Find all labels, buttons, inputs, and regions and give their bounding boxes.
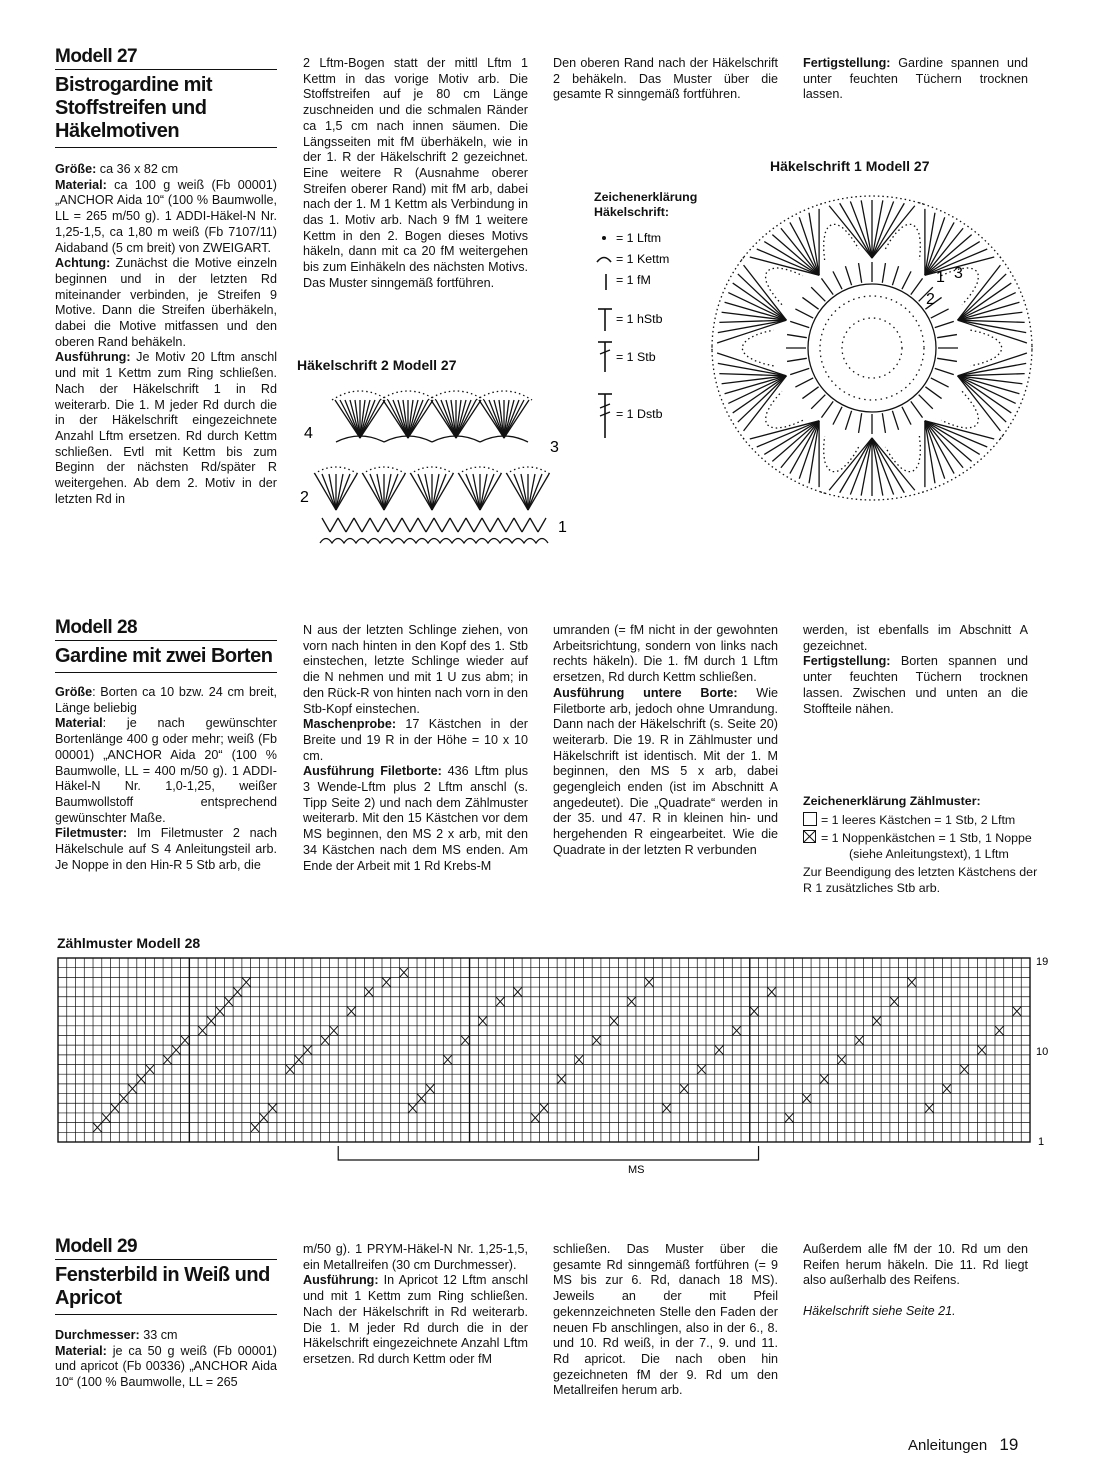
para-label: Durchmesser: xyxy=(55,1328,140,1342)
grid-ms-label: MS xyxy=(628,1164,645,1176)
motif-label-3: 3 xyxy=(954,265,963,282)
para-label: Größe: xyxy=(55,162,97,176)
m29-col4 xyxy=(803,1242,1028,1320)
para-text: In Apricot 12 Lftm anschl und mit 1 Kettm zum Ring schließen. Nach der Häkelschrift in Rd weiterarb. Die 1. M jeder Rd durch die in der Häkelschrift eingezeichnete Anzahl Lftm ersetzen. Rd durch Kettm oder fM xyxy=(303,1273,528,1366)
legend-dstb: = 1 Dstb xyxy=(616,407,663,421)
legend-lftm: = 1 Lftm xyxy=(616,231,662,245)
motif-label-1: 1 xyxy=(936,269,945,286)
stb-symbol xyxy=(598,342,612,372)
para-label: Ausführung Filetborte: xyxy=(303,764,442,779)
m28c1-para xyxy=(55,685,277,716)
m28c4-para xyxy=(803,654,1028,717)
para-label: Ausführung: xyxy=(55,350,131,365)
para-label: Material: xyxy=(55,1343,107,1358)
zm-legend-note: Zur Beendigung des letzten Kästchens der R 1 zusätzliches Stb arb. xyxy=(803,865,1038,895)
m29-col2 xyxy=(303,1242,528,1368)
m27-col4 xyxy=(803,56,1028,103)
para-text: 436 Lftm plus 3 Wende-Lftm plus 2 Lftm anschl (s. Tipp Seite 2) und nach dem Zählmuster weiterarb. Mit den 15 Kästchen vor dem MS beginnen, den MS 2 x arb, mit den 34 Kästchen nach dem MS enden. Am Ende der Arbeit mit 1 Rd Krebs-M xyxy=(303,764,529,873)
para-text: : je nach gewünschter Bortenlänge 400 g oder mehr; weiß (Fb 00001) „ANCHOR Aida 20“ (100 % Baumwolle, LL = 400 m/50 g). 1 ADDI-Häkel-N Nr. 1,0-1,25, weißer Baumwollstoff entsprechend gewünschter Maße. xyxy=(55,716,277,825)
m29c2-para xyxy=(303,1273,528,1367)
edging-label-2: 2 xyxy=(300,489,309,506)
para-text: ca 36 x 82 cm xyxy=(96,162,179,176)
m27-col4-label: Fertigstellung: xyxy=(803,56,891,70)
para-text: 17 Kästchen in der Breite und 19 R in der Höhe = 10 x 10 cm. xyxy=(303,717,528,763)
hstb-symbol xyxy=(598,309,612,331)
m29-col1 xyxy=(55,1328,277,1391)
para-text: ca 100 g weiß (Fb 00001) „ANCHOR Aida 10“ (100 % Baumwolle, LL = 265 m/50 g). 1 ADDI-Häkel-N Nr. 1,25-1,5, ca 1,80 m weiß (Fb 7107/11) Aidaband (5 cm breit) von ZWEIGART. xyxy=(55,177,277,255)
para-text: Borten spannen und unter feuchten Tüchern trocknen lassen. Zwischen und unten an die Stoffteile nähen. xyxy=(803,654,1028,716)
m29-heading xyxy=(55,1236,277,1315)
m27-col1 xyxy=(55,162,277,507)
m29-col4-ref: Häkelschrift siehe Seite 21. xyxy=(803,1304,956,1319)
m28c4-para xyxy=(803,623,1028,654)
m29-col4-text: Außerdem alle fM der 10. Rd um den Reifen herum häkeln. Die 11. Rd liegt also außerhalb des Reifens. xyxy=(803,1242,1028,1288)
m27-col3: Den oberen Rand nach der Häkelschrift 2 behäkeln. Das Muster über die gesamte R sinngemäß fortführen. xyxy=(553,56,778,102)
zaehlmuster-grid xyxy=(50,950,1060,1180)
m27-heading xyxy=(55,46,277,148)
m28c2-para xyxy=(303,623,528,717)
zm-legend-2b: (siehe Anleitungstext), 1 Lftm xyxy=(849,847,1009,861)
para-label: Ausführung: xyxy=(303,1273,379,1288)
grid-title: Zählmuster Modell 28 xyxy=(57,935,201,951)
m28c2-para xyxy=(303,764,528,874)
m27c1-para xyxy=(55,256,277,350)
m27-number: Modell 27 xyxy=(55,46,277,70)
zm-legend-1: = 1 leeres Kästchen = 1 Stb, 2 Lftm xyxy=(821,813,1016,827)
para-label: Filetmuster: xyxy=(55,826,128,841)
dstb-symbol xyxy=(598,394,612,438)
edging-label-3: 3 xyxy=(550,439,559,456)
footer-label: Anleitungen xyxy=(908,1437,988,1454)
edging-label-1: 1 xyxy=(558,519,567,536)
hs-legend-title: Zeichenerklärung Häkelschrift: xyxy=(594,190,698,219)
edging-label-4: 4 xyxy=(304,425,313,442)
lftm-symbol xyxy=(602,236,606,240)
m28-number: Modell 28 xyxy=(55,617,277,641)
footer xyxy=(908,1435,1018,1455)
edging-drawing xyxy=(314,391,550,543)
m27-col4-text: Gardine spannen und unter feuchten Tüchern trocknen lassen. xyxy=(803,56,1028,102)
legend-kettm: = 1 Kettm xyxy=(616,252,670,266)
m28c1-para xyxy=(55,826,277,873)
m27-col2: 2 Lftm-Bogen statt der mittl Lftm 1 Kettm in das vorige Motiv arb. Die Stoffstreifen auf je 80 cm Länge zuschneiden und die schmalen Ränder ca 1,5 cm nach innen säumen. Die Längsseiten mit fM überhäkeln, wie in der 1. R der Häkelschrift 2 gezeichnet. Eine weitere R (Ausnahme oberer Streifen oberer Rand) mit fM arb, dabei nach der 1. M 1 Kettm als Verbindung in das 1. Motiv arb. Nach 9 fM 1 weitere Kettm in den 2. Bogen dieses Motivs häkeln, dann mit ca 20 fM weitergehen bis zum Einhäkeln des nächsten Motivs. Das Muster sinngemäß fortführen. xyxy=(303,56,528,290)
para-text: : Borten ca 10 bzw. 24 cm breit, Länge beliebig xyxy=(55,685,277,715)
para-text: Im Filetmuster 2 nach Häkelschule auf S 4 Anleitungsteil arb. Je Noppe in den Hin-R 5 Stb arb, die xyxy=(55,826,277,872)
hs-legend-symbols xyxy=(592,226,702,441)
m28-title: Gardine mit zwei Borten xyxy=(55,641,277,673)
legend-hstb: = 1 hStb xyxy=(616,312,663,326)
zm-legend xyxy=(803,793,1043,896)
para-label: Material xyxy=(55,716,103,731)
zm-legend-title: Zeichenerklärung Zählmuster: xyxy=(803,794,981,808)
kettm-symbol xyxy=(597,258,611,263)
motif-label-2: 2 xyxy=(926,291,935,308)
grid-row-19: 19 xyxy=(1036,956,1049,968)
para-label: Achtung: xyxy=(55,256,111,271)
m28-heading xyxy=(55,617,277,673)
m28c2-para xyxy=(303,717,528,764)
chart2-title: Häkelschrift 2 Modell 27 xyxy=(297,357,457,373)
motif-drawing xyxy=(712,196,1032,500)
m28-col3 xyxy=(553,623,778,859)
grid-row-10: 10 xyxy=(1036,1046,1049,1058)
chart1-title: Häkelschrift 1 Modell 27 xyxy=(770,158,930,174)
para-text: Zunächst die Motive einzeln beginnen und in der letzten Rd miteinander verbinden, je Streifen 9 Motive. Dann die Streifen überhäkeln, dabei die Motive mitfassen und den oberen Rand behäkeln. xyxy=(55,256,277,349)
para-label: Größe xyxy=(55,685,93,699)
para-text: 33 cm xyxy=(139,1328,178,1342)
para-text: werden, ist ebenfalls im Abschnitt A gezeichnet. xyxy=(803,623,1028,653)
para-text: Je Motiv 20 Lftm anschl und mit 1 Kettm zum Ring schließen. Nach der Häkelschrift 1 in Rd weiterarb. Die 1. M jeder Rd durch die in der Häkelschrift eingezeichnete Anzahl Lftm ersetzen. Rd durch Kettm schließen. Evtl mit Kettm bis zum Beginn der nächsten Rd/später R weitergehen. Ab dem 2. Motiv in der letzten Rd in xyxy=(55,350,277,506)
m27c1-para xyxy=(55,162,277,178)
haekelschrift-1 xyxy=(700,180,1050,520)
haekelschrift-2 xyxy=(296,378,576,550)
page-number: 19 xyxy=(999,1435,1019,1454)
m29-title: Fensterbild in Weiß und Apricot xyxy=(55,1260,277,1315)
para-label: Maschenprobe: xyxy=(303,717,397,732)
para-text: m/50 g). 1 PRYM-Häkel-N Nr. 1,25-1,5, ein Metallreifen (30 cm Durchmesser). xyxy=(303,1242,528,1272)
m29-number: Modell 29 xyxy=(55,1236,277,1260)
para-text: N aus der letzten Schlinge ziehen, von vorn nach hinten in den Kopf des 1. Stb einstechen, letzte Schlinge wieder auf die N nehmen und mit 1 U zus abm; in den Rück-R von hinten nach vorn in den Stb-Kopf einstechen. xyxy=(303,623,528,716)
para-label: Material: xyxy=(55,177,107,192)
para-text: je ca 50 g weiß (Fb 00001) und apricot (Fb 00336) „ANCHOR Aida 10“ (100 % Baumwolle, LL = 265 xyxy=(55,1343,277,1390)
noppen-box-symbol xyxy=(803,830,817,844)
m29c1-para xyxy=(55,1328,277,1344)
para-text: umranden (= fM nicht in der gewohnten Arbeitsrichtung, sondern von links nach rechts häkeln). Die 1. fM durch 1 Lftm ersetzen, Rd durch Kettm schließen. xyxy=(553,623,778,685)
legend-stb: = 1 Stb xyxy=(616,350,656,364)
para-label: Ausführung untere Borte: xyxy=(553,685,738,700)
m28c3-para xyxy=(553,623,778,686)
legend-fm: = 1 fM xyxy=(616,273,651,287)
m28-col2 xyxy=(303,623,528,874)
empty-box-symbol xyxy=(803,812,817,826)
m29c1-para xyxy=(55,1344,277,1391)
para-text: Wie Filetborte arb, jedoch ohne Umrandung. Dann nach der Häkelschrift (s. Seite 20) weiterarb. Die 19. R in Zählmuster und Häkelschrift ist identisch. Mit der 1. M beginnen, den MS 5 x arb, dabei gegengleich enden (ist im Abschnitt A angedeutet). Die „Quadrate“ werden in der 35. und 47. R in kleinen hin- und hergehenden R eingearbeitet. Wie die Quadrate in der letzten R verbunden xyxy=(553,685,778,857)
grid-lines xyxy=(58,958,1030,1160)
m28-col1 xyxy=(55,685,277,873)
m27c1-para xyxy=(55,350,277,507)
m28c1-para xyxy=(55,716,277,826)
para-label: Fertigstellung: xyxy=(803,654,891,669)
m28c3-para xyxy=(553,686,778,859)
m29-col3: schließen. Das Muster über die gesamte Rd sinngemäß fortführen (= 9 MS bis zur 6. Rd, danach 18 MS). Jeweils an der mit Pfeil gekennzeichneten Stelle den Faden der neuen Fb anschlingen, also in der 6., 8. und 10. Rd weiß, in der 7., 9. und 11. Rd apricot. Die nach oben hin gezeichneten fM der 9. Rd um den Metallreifen herum arb. xyxy=(553,1242,778,1398)
m29c2-para xyxy=(303,1242,528,1273)
m28-col4 xyxy=(803,623,1028,717)
m27-title: Bistrogardine mit Stoffstreifen und Häkelmotiven xyxy=(55,70,277,148)
zm-legend-2a: = 1 Noppenkästchen = 1 Stb, 1 Noppe xyxy=(821,831,1032,845)
grid-row-1: 1 xyxy=(1038,1136,1045,1148)
m27c1-para xyxy=(55,178,277,257)
